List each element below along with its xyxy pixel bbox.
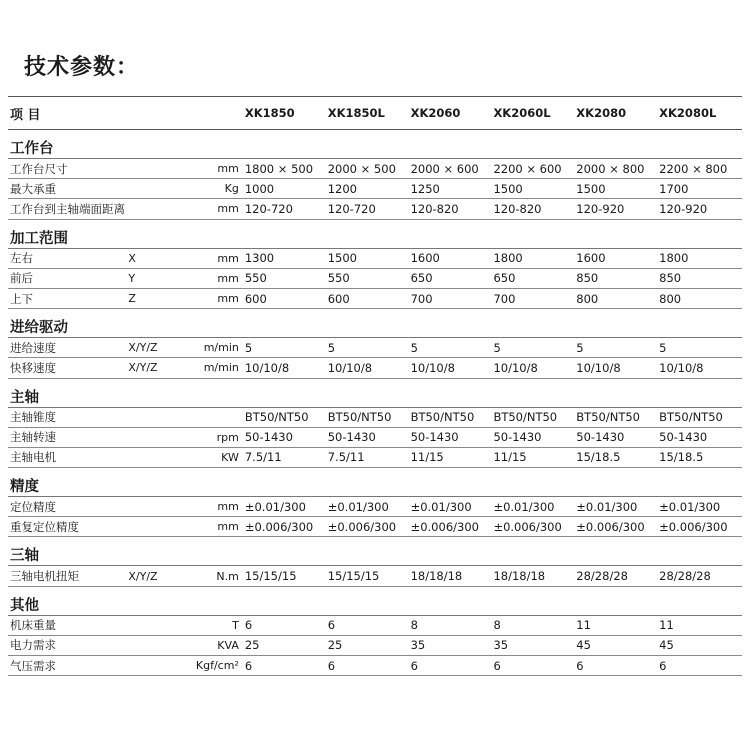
row-label: 电力需求 (10, 638, 56, 653)
table-row (8, 269, 742, 289)
row-value: 550 (327, 271, 350, 286)
row-value: 850 (576, 271, 599, 286)
row-value: 50-1430 (576, 430, 625, 445)
row-value: 11/15 (410, 450, 444, 465)
row-value: 120-920 (576, 201, 625, 216)
row-value: 18/18/18 (493, 569, 546, 584)
row-label: 主轴电机 (10, 450, 56, 465)
row-value: 1600 (576, 251, 606, 266)
row-unit: mm (217, 520, 239, 534)
row-value: ±0.006/300 (410, 519, 479, 534)
row-value: 11/15 (493, 450, 527, 465)
row-value: ±0.01/300 (576, 499, 638, 514)
row-value: 1000 (244, 181, 275, 196)
row-label: 工作台尺寸 (10, 161, 68, 176)
table-row (8, 517, 742, 537)
row-value: 800 (576, 291, 599, 306)
table-row (8, 636, 742, 656)
row-value: 6 (244, 618, 253, 633)
row-value: BT50/NT50 (327, 410, 392, 425)
row-value: 650 (493, 271, 516, 286)
row-value: 5 (244, 340, 253, 355)
model-header-6: XK2080L (659, 106, 717, 120)
section-title: 工作台 (8, 137, 742, 159)
row-value: 850 (659, 271, 682, 286)
row-value: 28/28/28 (659, 569, 711, 584)
row-label: 重复定位精度 (10, 519, 79, 534)
row-unit: KW (221, 450, 239, 464)
row-label: 主轴锥度 (10, 410, 56, 425)
row-unit: T (232, 618, 239, 632)
row-value: BT50/NT50 (410, 410, 475, 425)
section-title: 其他 (8, 594, 742, 616)
row-value: 10/10/8 (327, 360, 373, 375)
row-unit: mm (217, 202, 239, 216)
section-title: 加工范围 (8, 227, 742, 249)
spec-table (8, 96, 742, 676)
row-label: 定位精度 (10, 499, 56, 514)
row-label: 左右 (10, 251, 33, 266)
row-value: 1200 (327, 181, 357, 196)
row-unit: m/min (203, 361, 239, 375)
table-row (8, 249, 742, 269)
row-value: 1600 (410, 251, 440, 266)
row-value: 15/15/15 (244, 569, 297, 584)
row-axis: X/Y/Z (128, 569, 158, 583)
row-value: 2000 × 500 (327, 161, 396, 176)
row-label: 上下 (10, 291, 33, 306)
row-value: 15/18.5 (576, 450, 621, 465)
row-unit: mm (217, 292, 239, 306)
row-value: 700 (493, 291, 516, 306)
row-label: 三轴电机扭矩 (10, 569, 79, 584)
row-value: 1700 (659, 181, 689, 196)
row-value: 10/10/8 (493, 360, 538, 375)
row-value: 800 (659, 291, 682, 306)
row-label: 最大承重 (10, 181, 56, 196)
row-value: ±0.006/300 (327, 519, 397, 534)
row-value: BT50/NT50 (493, 410, 558, 425)
model-header-4: XK2060L (493, 106, 551, 120)
row-unit: mm (217, 271, 239, 285)
row-value: 35 (410, 638, 426, 653)
row-value: ±0.01/300 (327, 499, 389, 514)
table-row (8, 289, 742, 309)
row-value: 2200 × 600 (493, 161, 562, 176)
row-value: 120-720 (244, 201, 293, 216)
row-value: 5 (576, 340, 584, 355)
row-value: 600 (327, 291, 350, 306)
row-value: 1500 (327, 251, 357, 266)
row-value: 10/10/8 (576, 360, 621, 375)
row-value: 28/28/28 (576, 569, 628, 584)
row-value: 7.5/11 (244, 450, 282, 465)
row-value: 15/15/15 (327, 569, 380, 584)
row-value: 120-820 (410, 201, 459, 216)
row-unit: KVA (217, 638, 239, 652)
row-label: 快移速度 (10, 360, 56, 375)
table-row (8, 656, 742, 676)
row-value: 550 (244, 271, 267, 286)
row-value: 650 (410, 271, 433, 286)
row-value: 6 (493, 658, 501, 673)
row-value: 5 (327, 340, 336, 355)
section-title: 精度 (8, 475, 742, 497)
row-value: 700 (410, 291, 433, 306)
row-value: ±0.006/300 (493, 519, 562, 534)
row-value: 11 (576, 618, 591, 633)
row-value: 6 (576, 658, 584, 673)
row-value: ±0.01/300 (659, 499, 721, 514)
row-value: ±0.006/300 (244, 519, 314, 534)
row-unit: Kg (224, 182, 239, 196)
row-value: 11 (659, 618, 674, 633)
model-header-2: XK1850L (327, 106, 385, 120)
row-value: BT50/NT50 (659, 410, 723, 425)
table-row (8, 408, 742, 428)
row-value: ±0.01/300 (410, 499, 472, 514)
row-value: 50-1430 (659, 430, 708, 445)
row-unit: m/min (203, 341, 239, 355)
section-title: 进给驱动 (8, 316, 742, 338)
row-value: 5 (493, 340, 501, 355)
row-value: 7.5/11 (327, 450, 365, 465)
row-value: 120-720 (327, 201, 376, 216)
model-header-3: XK2060 (410, 106, 461, 120)
row-label: 工作台到主轴端面距离 (10, 201, 125, 216)
row-value: 10/10/8 (244, 360, 290, 375)
row-label: 进给速度 (10, 340, 56, 355)
model-header-1: XK1850 (244, 106, 295, 120)
row-value: ±0.006/300 (659, 519, 728, 534)
row-axis: X/Y/Z (128, 341, 158, 355)
page-title: 技术参数： (24, 55, 140, 80)
row-value: 50-1430 (410, 430, 459, 445)
row-value: 2000 × 600 (410, 161, 479, 176)
row-value: 6 (327, 618, 336, 633)
table-row (8, 497, 742, 517)
row-value: 2000 × 800 (576, 161, 645, 176)
row-unit: N.m (216, 569, 239, 583)
row-value: 2200 × 800 (659, 161, 728, 176)
row-label: 前后 (10, 271, 33, 286)
row-axis: X (128, 251, 136, 265)
row-value: 1800 (493, 251, 523, 266)
table-row (8, 448, 742, 468)
row-value: 15/18.5 (659, 450, 704, 465)
row-value: 600 (244, 291, 267, 306)
row-value: 5 (410, 340, 418, 355)
row-value: 35 (493, 638, 509, 653)
row-value: 6 (327, 658, 336, 673)
table-row (8, 358, 742, 378)
row-unit: mm (217, 251, 239, 265)
row-unit: mm (217, 500, 239, 514)
row-value: 1800 (659, 251, 689, 266)
table-row (8, 199, 742, 219)
row-axis: X/Y/Z (128, 361, 158, 375)
row-value: 120-920 (659, 201, 708, 216)
row-value: 10/10/8 (410, 360, 455, 375)
row-axis: Z (128, 292, 136, 306)
section-title: 三轴 (8, 544, 742, 566)
row-value: 6 (410, 658, 418, 673)
row-value: BT50/NT50 (244, 410, 309, 425)
row-value: 45 (576, 638, 591, 653)
table-row (8, 566, 742, 586)
table-row (8, 338, 742, 358)
item-column-header: 项 目 (10, 107, 41, 123)
row-value: 1300 (244, 251, 275, 266)
row-label: 主轴转速 (10, 430, 56, 445)
row-value: 50-1430 (327, 430, 376, 445)
row-label: 气压需求 (10, 658, 56, 673)
model-header-5: XK2080 (576, 106, 627, 120)
row-axis: Y (128, 271, 136, 285)
row-value: 18/18/18 (410, 569, 463, 584)
row-value: ±0.01/300 (493, 499, 555, 514)
table-row (8, 159, 742, 179)
row-value: 6 (659, 658, 667, 673)
row-value: 25 (244, 638, 260, 653)
row-value: 10/10/8 (659, 360, 704, 375)
row-value: 6 (244, 658, 253, 673)
row-value: 45 (659, 638, 674, 653)
row-value: 8 (493, 618, 501, 633)
table-row (8, 616, 742, 636)
row-value: 50-1430 (493, 430, 542, 445)
row-value: 50-1430 (244, 430, 293, 445)
row-value: 8 (410, 618, 418, 633)
row-unit: rpm (216, 430, 239, 444)
row-unit: Kgf/cm² (195, 659, 239, 673)
table-row (8, 179, 742, 199)
row-value: ±0.006/300 (576, 519, 645, 534)
row-label: 机床重量 (10, 618, 56, 633)
table-header (8, 96, 742, 130)
row-value: 25 (327, 638, 343, 653)
row-value: 1250 (410, 181, 440, 196)
table-row (8, 428, 742, 448)
row-value: 120-820 (493, 201, 542, 216)
row-value: BT50/NT50 (576, 410, 640, 425)
row-value: 5 (659, 340, 667, 355)
section-title: 主轴 (8, 386, 742, 408)
row-unit: mm (217, 162, 239, 176)
row-value: 1500 (493, 181, 523, 196)
row-value: 1500 (576, 181, 606, 196)
row-value: 1800 × 500 (244, 161, 314, 176)
row-value: ±0.01/300 (244, 499, 306, 514)
